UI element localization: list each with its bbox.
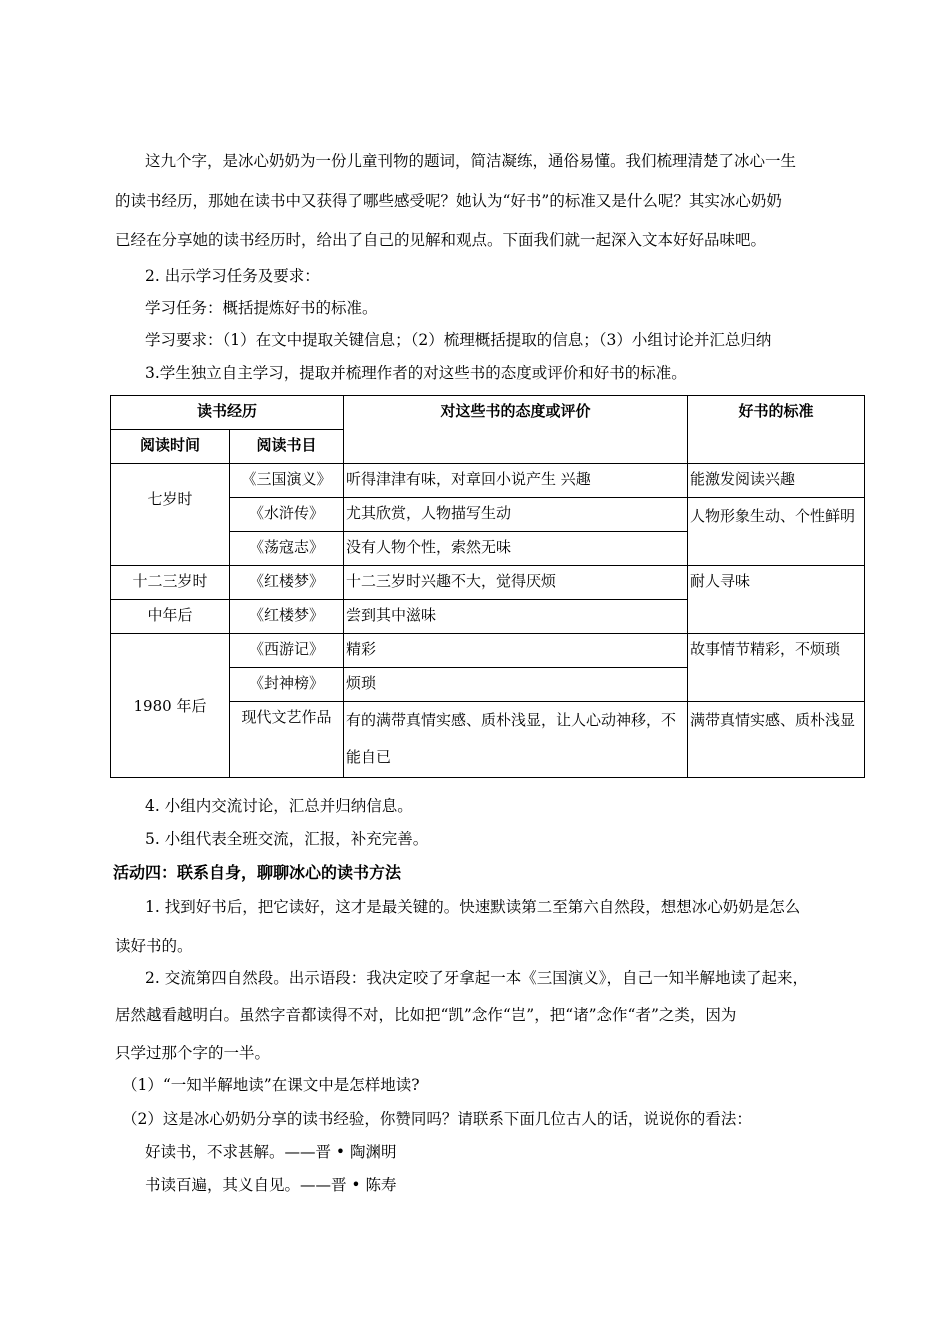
attitude-cell: 精彩: [344, 634, 688, 668]
standard-cell: 耐人寻味: [688, 566, 865, 634]
paragraph-line: 3.学生独立自主学习，提取并梳理作者的对这些书的态度或评价和好书的标准。: [145, 364, 687, 382]
attitude-cell: 有的满带真情实感、质朴浅显，让人心动神移，不能自已: [344, 702, 688, 778]
paragraph-line: 的读书经历，那她在读书中又获得了哪些感受呢？她认为“好书”的标准又是什么呢？其实冰心奶奶: [115, 192, 782, 210]
book-cell: 《西游记》: [230, 634, 344, 668]
paragraph-line: 1. 找到好书后，把它读好，这才是最关键的。快速默读第二至第六自然段，想想冰心奶奶是怎么: [145, 898, 801, 916]
quote-line: 书读百遍，其义自见。——晋 • 陈寿: [145, 1176, 397, 1194]
attitude-cell: 十二三岁时兴趣不大，觉得厌烦: [344, 566, 688, 600]
header-standard: 好书的标准: [688, 396, 865, 464]
paragraph-line: 2. 交流第四自然段。出示语段：我决定咬了牙拿起一本《三国演义》，自己一知半解地读了起来，: [145, 969, 808, 987]
paragraph-line: 这九个字，是冰心奶奶为一份儿童刊物的题词，简洁凝练，通俗易懂。我们梳理清楚了冰心一生: [145, 152, 797, 170]
time-cell: 七岁时: [111, 464, 230, 566]
paragraph-line: 4. 小组内交流讨论，汇总并归纳信息。: [145, 797, 413, 815]
paragraph-line: 5. 小组代表全班交流，汇报，补充完善。: [145, 830, 429, 848]
quote-line: 好读书，不求甚解。——晋 • 陶渊明: [145, 1143, 397, 1161]
attitude-cell: 烦琐: [344, 668, 688, 702]
paragraph-line: （1）“一知半解地读”在课文中是怎样地读?: [122, 1076, 420, 1094]
time-cell: 十二三岁时: [111, 566, 230, 600]
attitude-cell: 没有人物个性，索然无味: [344, 532, 688, 566]
standard-cell: 满带真情实感、质朴浅显: [688, 702, 865, 778]
paragraph-line: 学习要求：（1）在文中提取关键信息；（2）梳理概括提取的信息；（3）小组讨论并汇总归纳: [145, 331, 772, 349]
paragraph-line: 已经在分享她的读书经历时，给出了自己的见解和观点。下面我们就一起深入文本好好品味吧。: [115, 231, 767, 249]
attitude-cell: 尝到其中滋味: [344, 600, 688, 634]
book-cell: 《三国演义》: [230, 464, 344, 498]
header-reading-book: 阅读书目: [230, 430, 344, 464]
standard-cell: 故事情节精彩，不烦琐: [688, 634, 865, 702]
standard-cell: 人物形象生动、个性鲜明: [688, 498, 865, 566]
book-cell: 现代文艺作品: [230, 702, 344, 778]
paragraph-line: 只学过那个字的一半。: [115, 1044, 271, 1062]
book-cell: 《红楼梦》: [230, 600, 344, 634]
attitude-cell: 尤其欣赏，人物描写生动: [344, 498, 688, 532]
standard-cell: 能激发阅读兴趣: [688, 464, 865, 498]
header-reading-experience: 读书经历: [111, 396, 344, 430]
paragraph-line: 读好书的。: [115, 937, 193, 955]
time-cell: 中年后: [111, 600, 230, 634]
book-cell: 《红楼梦》: [230, 566, 344, 600]
attitude-cell: 听得津津有味，对章回小说产生 兴趣: [344, 464, 688, 498]
time-cell: 1980 年后: [111, 634, 230, 778]
header-attitude: 对这些书的态度或评价: [344, 396, 688, 464]
book-cell: 《封神榜》: [230, 668, 344, 702]
section-heading: 活动四：联系自身，聊聊冰心的读书方法: [113, 863, 402, 882]
book-cell: 《荡寇志》: [230, 532, 344, 566]
reading-table: [110, 395, 865, 778]
paragraph-line: 学习任务：概括提炼好书的标准。: [145, 299, 378, 317]
book-cell: 《水浒传》: [230, 498, 344, 532]
header-reading-time: 阅读时间: [111, 430, 230, 464]
paragraph-line: 居然越看越明白。虽然字音都读得不对，比如把“凯”念作“岂”，把“诸”念作“者”之类，因为: [115, 1006, 737, 1024]
paragraph-line: 2. 出示学习任务及要求：: [145, 267, 320, 285]
paragraph-line: （2）这是冰心奶奶分享的读书经验，你赞同吗？请联系下面几位古人的话，说说你的看法：: [122, 1110, 752, 1128]
